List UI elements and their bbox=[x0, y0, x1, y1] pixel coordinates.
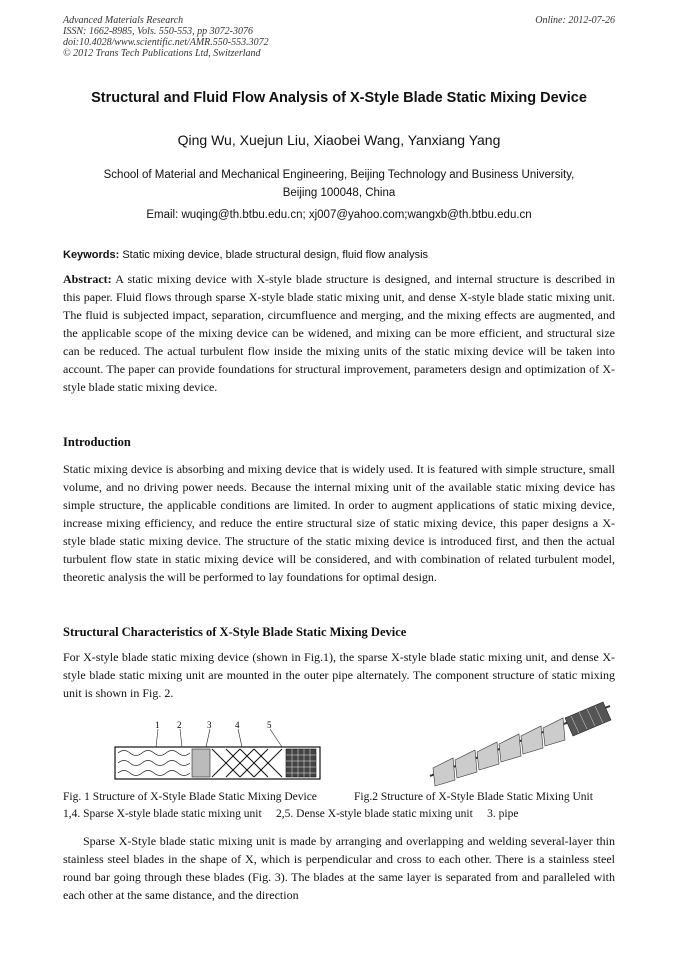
figure-2-caption: Fig.2 Structure of X-Style Blade Static Mixing Unit bbox=[354, 791, 593, 803]
keywords-label: Keywords: bbox=[63, 249, 120, 261]
fig1-label-1: 1 bbox=[155, 720, 160, 730]
fig1-label-4: 4 bbox=[235, 720, 240, 730]
online-date: Online: 2012-07-26 bbox=[535, 15, 615, 26]
introduction-heading: Introduction bbox=[63, 435, 131, 449]
fig1-sparse-unit-left bbox=[118, 751, 190, 776]
introduction-text: Static mixing device is absorbing and mixing device that is widely used. It is featured with simple structure, small volume, and no driving power needs. Because the internal mixing unit of the available static mixing device has simple structure, the applicable conditions are limited. In order to augment applications of static mixing device, increase mixing efficiency, and reduce the entire structural size of static mixing device, this paper designs a X-style blade static mixing device. The structure of the static mixing device is introduced first, and then the actual turbulent flow state in static mixing device will be considered, and with combination of related turbulent model, theoretic analysis the will be performed to lay foundations for optimal design. bbox=[63, 462, 615, 584]
keywords-text: Static mixing device, blade structural design, fluid flow analysis bbox=[122, 249, 429, 261]
fig1-label-5: 5 bbox=[267, 720, 272, 730]
copyright: © 2012 Trans Tech Publications Ltd, Switzerland bbox=[63, 48, 261, 59]
fig1-leader-lines bbox=[156, 729, 282, 747]
fig2-blades bbox=[433, 718, 565, 786]
fig1-label-2: 2 bbox=[177, 720, 182, 730]
fig1-dense-unit-left bbox=[192, 749, 210, 777]
keywords bbox=[63, 249, 428, 261]
structural-text: For X-style blade static mixing device (shown in Fig.1), the sparse X-style blade static mixing unit, and dense X-style blade static mixing unit are mounted in the outer pipe alternately. The component structure of static mixing unit is shown in Fig. 2. bbox=[63, 650, 615, 700]
figure-1-caption: Fig. 1 Structure of X-Style Blade Static Mixing Device bbox=[63, 791, 317, 803]
journal-name: Advanced Materials Research bbox=[63, 15, 184, 26]
affiliation-line-2: Beijing 100048, China bbox=[282, 187, 396, 199]
abstract bbox=[63, 270, 615, 396]
fig2-dense-block bbox=[565, 702, 611, 736]
fig1-sparse-unit-right bbox=[212, 749, 282, 777]
authors: Qing Wu, Xuejun Liu, Xiaobei Wang, Yanxiang Yang bbox=[177, 132, 501, 148]
abstract-text: A static mixing device with X-style blade structure is designed, and internal structure is described in this paper. Fluid flows through sparse X-style blade static mixing unit, and dense X-style blade static mixing unit. The fluid is subjected impact, separation, circumfluence and merging, and the mixing effects are augmented, and the applicable scope of the mixing device can be widened, and mixing can be more efficient, and structural size can be reduced. The actual turbulent flow inside the mixing units of the static mixing device will be taken into account. The paper can provide foundations for structural improvement, parameters design and optimization of X-style blade static mixing device. bbox=[63, 272, 615, 394]
structural-heading: Structural Characteristics of X-Style Blade Static Mixing Device bbox=[63, 625, 407, 639]
sparse-unit-text: Sparse X-Style blade static mixing unit is made by arranging and overlapping and welding several-layer thin stainless steel blades in the shape of X, which is perpendicular and cross to each other. There is a stainless steel round bar going through these blades (Fig. 3). The blades at the same layer is separated from and paralleled with each other at the same distance, and the direction bbox=[63, 834, 615, 902]
figure-1-diagram bbox=[110, 719, 330, 789]
affiliation-line-1: School of Material and Mechanical Engineering, Beijing Technology and Business University, bbox=[103, 169, 575, 181]
affiliation bbox=[70, 166, 608, 202]
figure-legend: 1,4. Sparse X-style blade static mixing unit 2,5. Dense X-style blade static mixing unit 3. pipe bbox=[63, 808, 519, 820]
figure-2-diagram bbox=[425, 698, 615, 788]
fig1-label-3: 3 bbox=[207, 720, 212, 730]
paper-title: Structural and Fluid Flow Analysis of X-Style Blade Static Mixing Device bbox=[91, 90, 587, 106]
running-header bbox=[63, 15, 269, 59]
email-line: Email: wuqing@th.btbu.edu.cn; xj007@yahoo.com;wangxb@th.btbu.edu.cn bbox=[146, 209, 532, 221]
issn: ISSN: 1662-8985, Vols. 550-553, pp 3072-3076 bbox=[63, 26, 253, 37]
doi: doi:10.4028/www.scientific.net/AMR.550-553.3072 bbox=[63, 37, 269, 48]
abstract-label: Abstract: bbox=[63, 272, 112, 286]
